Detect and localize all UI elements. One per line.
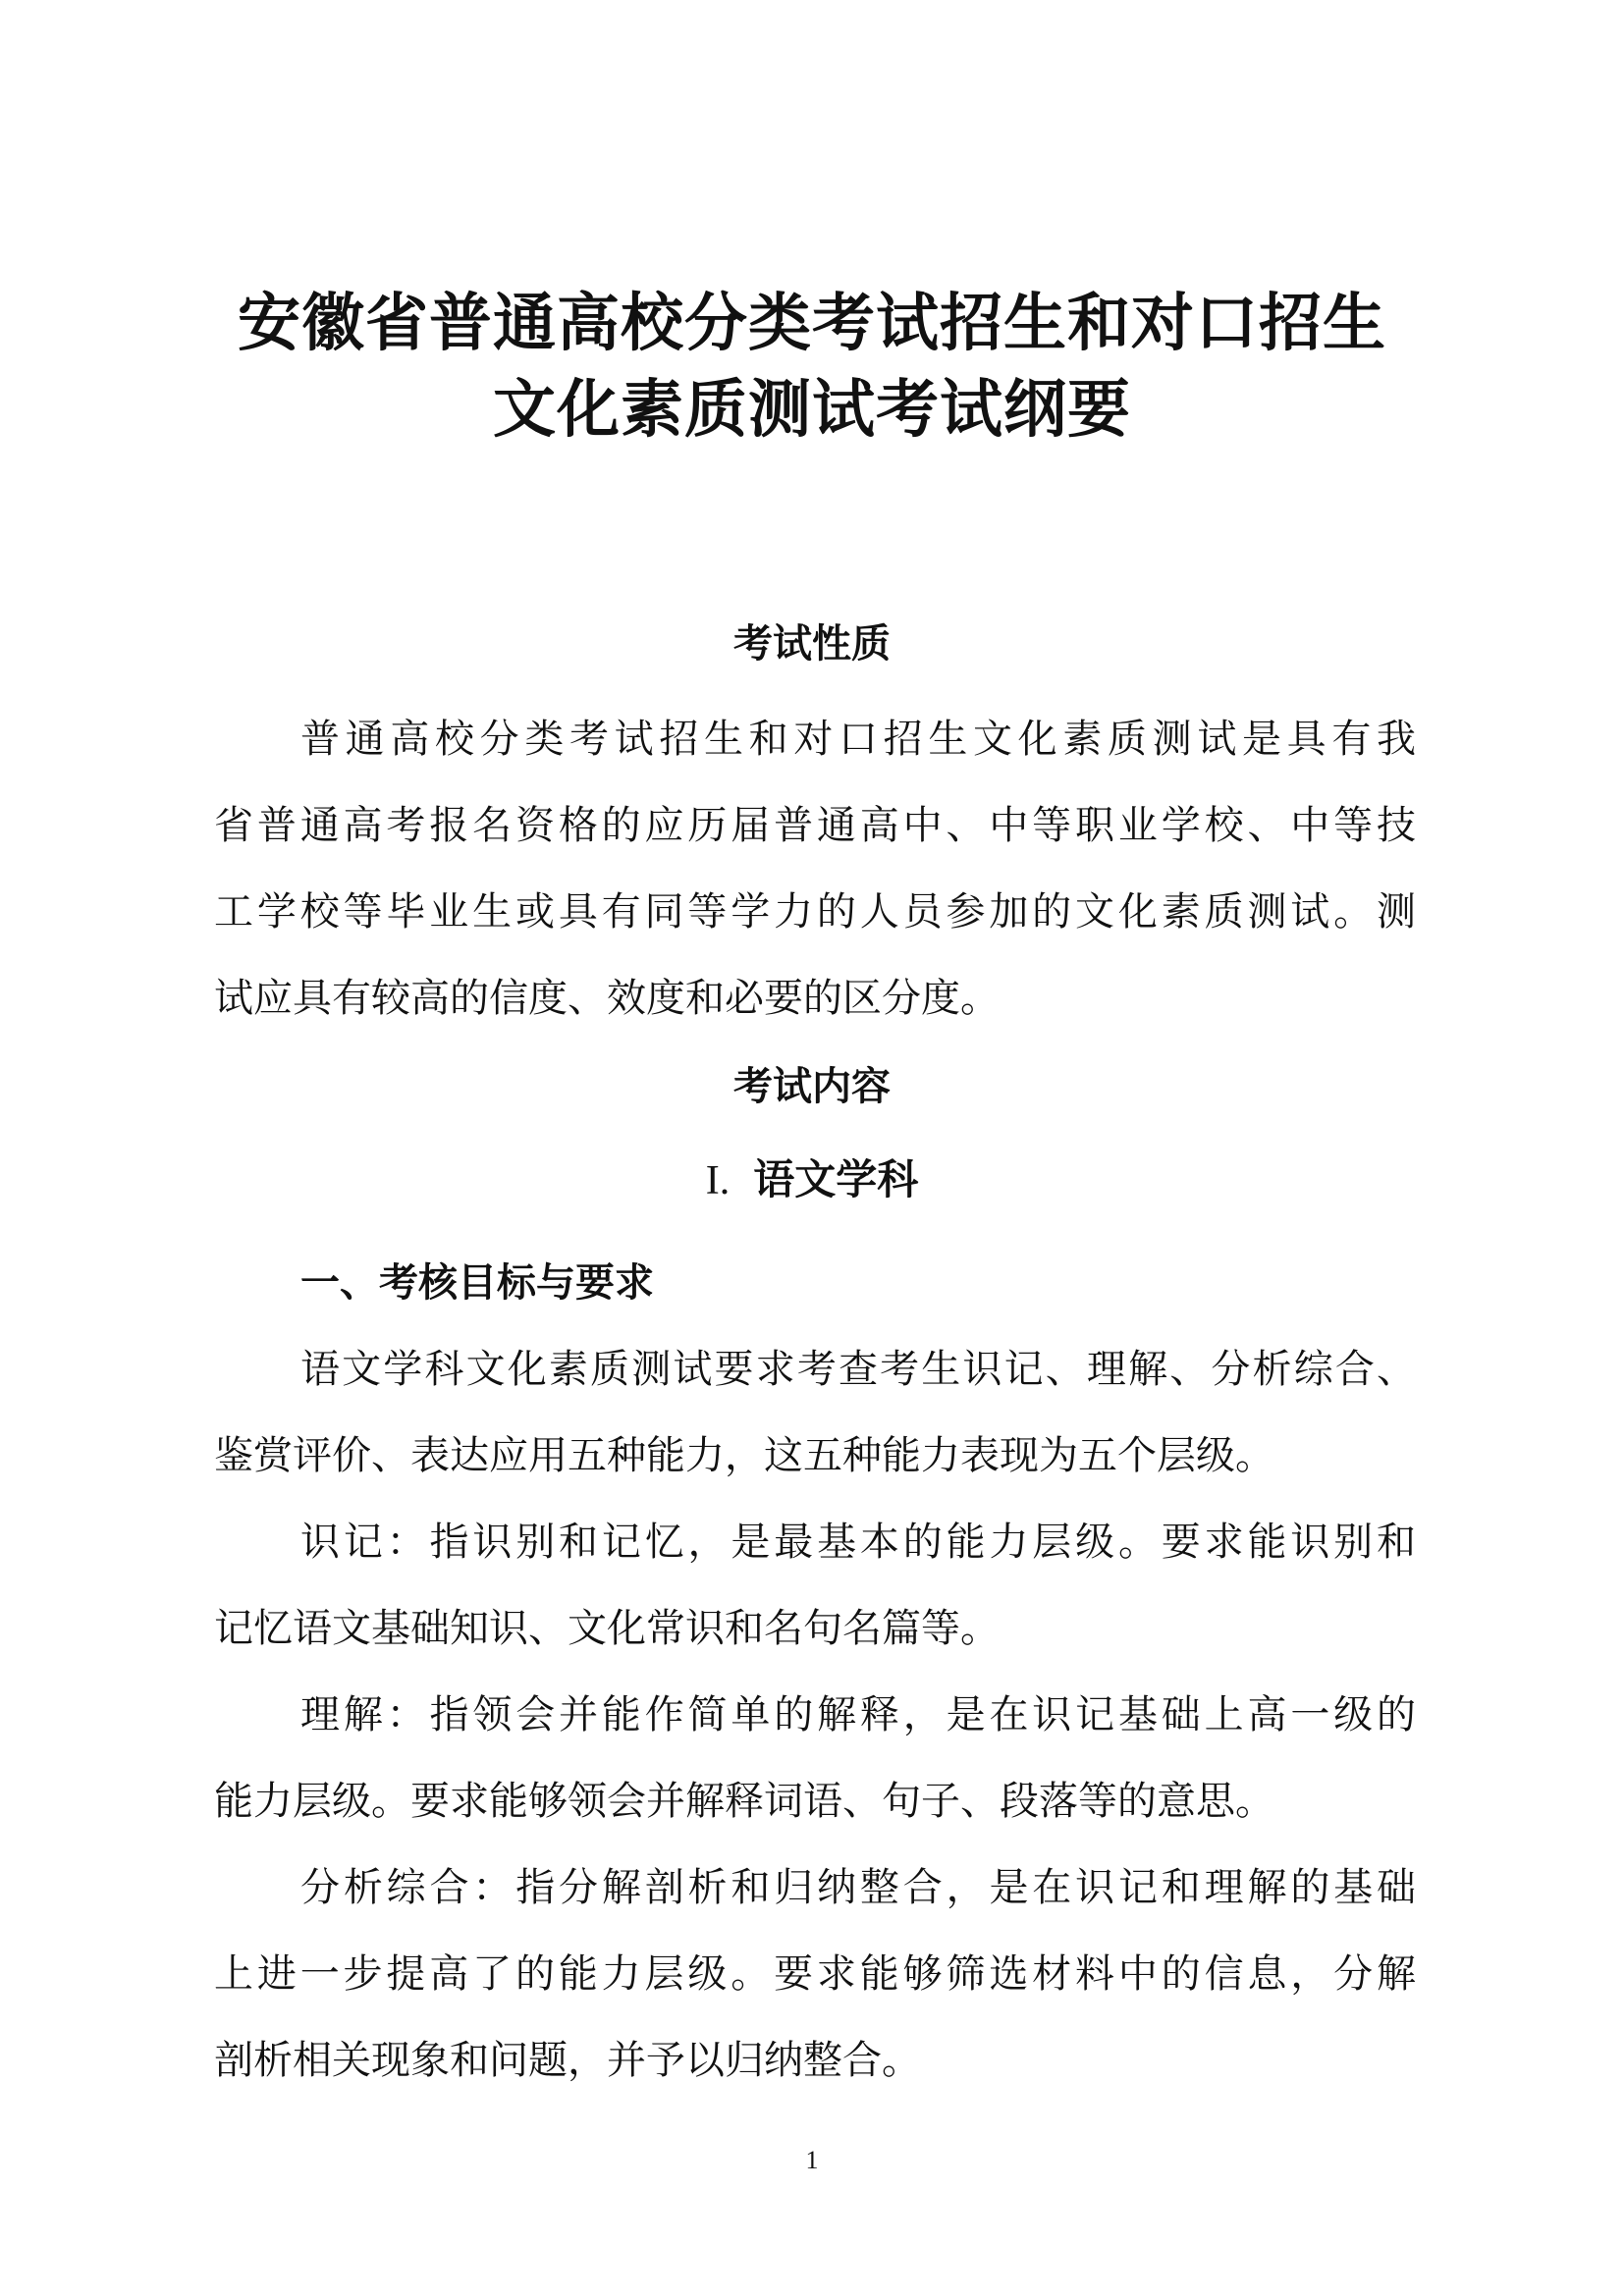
- section-heading-exam-nature: 考试性质: [733, 621, 891, 667]
- paragraph-line: 记忆语文基础知识、文化常识和名句名篇等。: [214, 1606, 1000, 1651]
- document-title-line-2: 文化素质测试考试纲要: [493, 374, 1131, 447]
- paragraph-line: 语文学科文化素质测试要求考查考生识记、理解、分析综合、: [300, 1347, 1416, 1392]
- subject-label: 语文学科: [753, 1155, 919, 1203]
- paragraph-line: 普通高校分类考试招生和对口招生文化素质测试是具有我: [300, 717, 1416, 762]
- paragraph-line: 鉴赏评价、表达应用五种能力，这五种能力表现为五个层级。: [214, 1433, 1274, 1478]
- subject-number: I.: [705, 1158, 731, 1203]
- paragraph-line: 省普通高考报名资格的应历届普通高中、中等职业学校、中等技: [214, 803, 1416, 848]
- page-number: 1: [805, 2146, 819, 2174]
- paragraph-line: 剖析相关现象和问题，并予以归纳整合。: [214, 2038, 921, 2083]
- subject-heading: [0, 1153, 1624, 1207]
- paragraph-line: 试应具有较高的信度、效度和必要的区分度。: [214, 976, 1000, 1021]
- document-title-line-1: 安徽省普通高校分类考试招生和对口招生: [238, 288, 1386, 360]
- paragraph-line: 分析综合：指分解剖析和归纳整合，是在识记和理解的基础: [300, 1865, 1416, 1910]
- level1-heading: 一、考核目标与要求: [300, 1260, 654, 1306]
- paragraph-line: 理解：指领会并能作简单的解释，是在识记基础上高一级的: [300, 1692, 1416, 1737]
- paragraph-line: 识记：指识别和记忆，是最基本的能力层级。要求能识别和: [300, 1520, 1416, 1565]
- section-heading-exam-content: 考试内容: [733, 1064, 891, 1109]
- paragraph-line: 上进一步提高了的能力层级。要求能够筛选材料中的信息，分解: [214, 1951, 1416, 1997]
- paragraph-line: 工学校等毕业生或具有同等学力的人员参加的文化素质测试。测: [214, 889, 1416, 934]
- paragraph-line: 能力层级。要求能够领会并解释词语、句子、段落等的意思。: [214, 1779, 1274, 1824]
